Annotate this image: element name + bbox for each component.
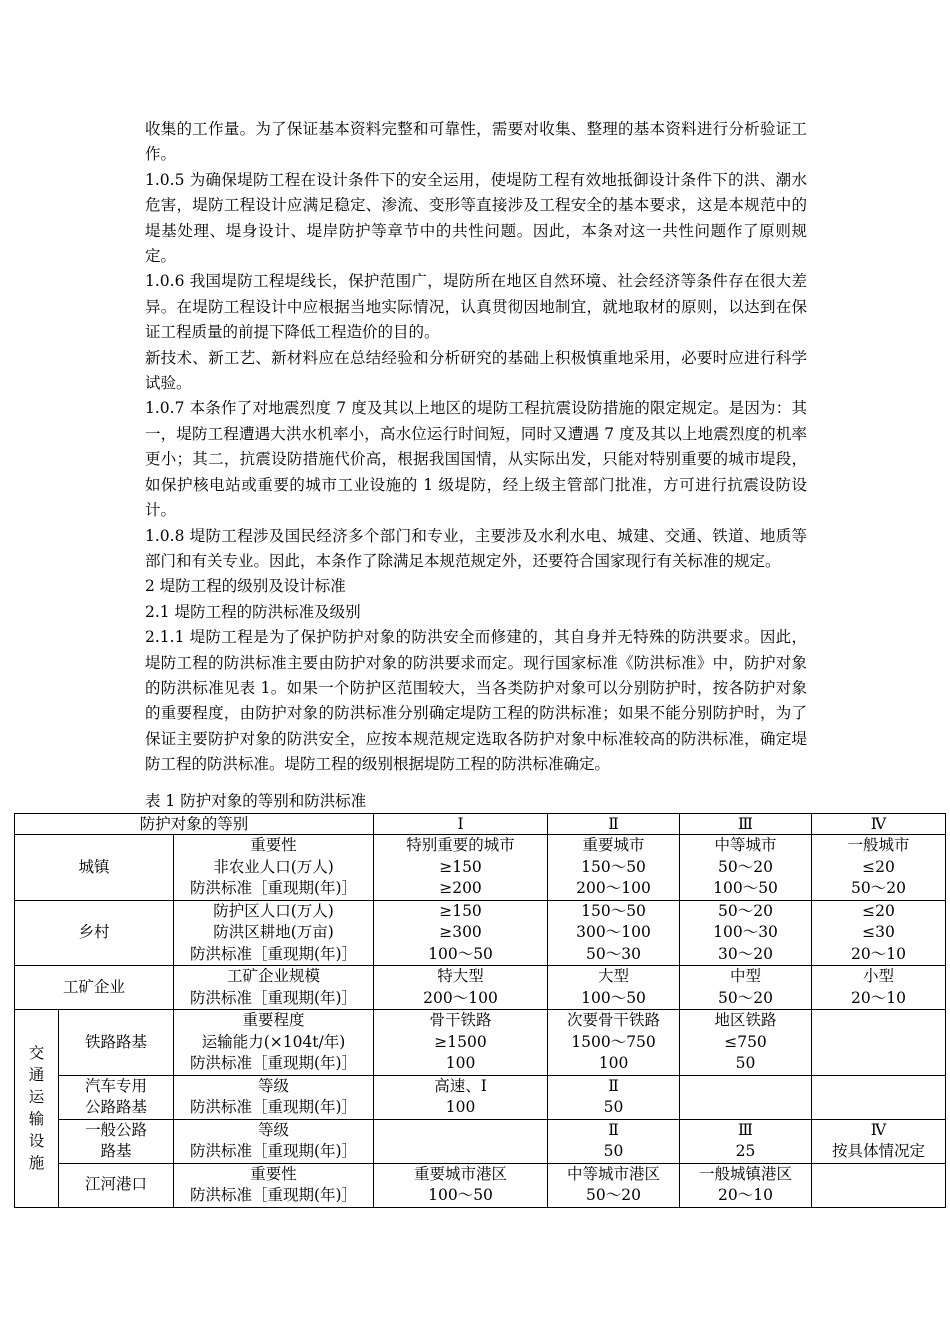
row-label-transport: 交 通 运 输 设 施	[15, 1010, 59, 1208]
table-header-row	[15, 814, 946, 835]
value-cell-empty	[812, 1163, 946, 1207]
grade-1: Ⅰ	[374, 814, 548, 835]
indicator-cell: 防护区人口(万人) 防洪区耕地(万亩) 防洪标准［重现期(年)］	[174, 900, 374, 966]
value-cell: 50～20 100～30 30～20	[680, 900, 812, 966]
row-label-port: 江河港口	[59, 1163, 174, 1207]
table-row-port	[15, 1163, 946, 1207]
value-cell: ≤20 ≤30 20～10	[812, 900, 946, 966]
value-cell: 大型 100～50	[548, 966, 680, 1010]
indicator-cell: 重要性 非农业人口(万人) 防洪标准［重现期(年)］	[174, 835, 374, 901]
value-cell: Ⅲ 25	[680, 1119, 812, 1163]
row-label-railway: 铁路路基	[59, 1010, 174, 1076]
value-cell-empty	[374, 1119, 548, 1163]
row-label-road: 一般公路 路基	[59, 1119, 174, 1163]
value-cell: 重要城市港区 100～50	[374, 1163, 548, 1207]
section-heading-2-1: 2.1 堤防工程的防洪标准及级别	[145, 602, 361, 621]
paragraph: 新技术、新工艺、新材料应在总结经验和分析研究的基础上积极慎重地采用，必要时应进行科学试验。	[145, 348, 807, 393]
table-row-city	[15, 835, 946, 901]
grade-3: Ⅲ	[680, 814, 812, 835]
value-cell: Ⅱ 50	[548, 1075, 680, 1119]
value-cell: 小型 20～10	[812, 966, 946, 1010]
value-cell: 中等城市 50～20 100～50	[680, 835, 812, 901]
value-cell: 地区铁路 ≤750 50	[680, 1010, 812, 1076]
row-label-city: 城镇	[15, 835, 174, 901]
value-cell: Ⅱ 50	[548, 1119, 680, 1163]
value-cell-empty	[680, 1075, 812, 1119]
indicator-cell: 重要程度 运输能力(×104t/年) 防洪标准［重现期(年)］	[174, 1010, 374, 1076]
indicator-cell: 等级 防洪标准［重现期(年)］	[174, 1119, 374, 1163]
value-cell: 150～50 300～100 50～30	[548, 900, 680, 966]
value-cell: 骨干铁路 ≥1500 100	[374, 1010, 548, 1076]
indicator-cell: 等级 防洪标准［重现期(年)］	[174, 1075, 374, 1119]
grade-4: Ⅳ	[812, 814, 946, 835]
value-cell-empty	[812, 1010, 946, 1076]
body-text	[145, 117, 807, 778]
value-cell: 中型 50～20	[680, 966, 812, 1010]
value-cell: 一般城镇港区 20～10	[680, 1163, 812, 1207]
value-cell: 特大型 200～100	[374, 966, 548, 1010]
paragraph-1-0-7: 1.0.7 本条作了对地震烈度 7 度及其以上地区的堤防工程抗震设防措施的限定规定。是因为：其一，堤防工程遭遇大洪水机率小，高水位运行时间短，同时又遭遇 7 度及其以上地震烈度的机率更小；其二，抗震设防措施代价高，根据我国国情，从实际出发，只能对特别重要的城市堤段，如保护核电站或重要的城市工业设施的 1 级堤防，经上级主管部门批准，方可进行抗震设防设计。	[145, 399, 807, 520]
table-row-railway	[15, 1010, 946, 1076]
paragraph-1-0-5: 1.0.5 为确保堤防工程在设计条件下的安全运用，使堤防工程有效地抵御设计条件下的洪、潮水危害，堤防工程设计应满足稳定、渗流、变形等直接涉及工程安全的基本要求，这是本规范中的堤基处理、堤身设计、堤岸防护等章节中的共性问题。因此，本条对这一共性问题作了原则规定。	[145, 170, 807, 266]
row-label-mining: 工矿企业	[15, 966, 174, 1010]
value-cell: 中等城市港区 50～20	[548, 1163, 680, 1207]
value-cell: 次要骨干铁路 1500～750 100	[548, 1010, 680, 1076]
value-cell: 一般城市 ≤20 50～20	[812, 835, 946, 901]
paragraph-1-0-8: 1.0.8 堤防工程涉及国民经济多个部门和专业，主要涉及水利水电、城建、交通、铁道、地质等部门和有关专业。因此，本条作了除满足本规范规定外，还要符合国家现行有关标准的规定。	[145, 526, 807, 570]
value-cell: 重要城市 150～50 200～100	[548, 835, 680, 901]
grade-2: Ⅱ	[548, 814, 680, 835]
table-row-road	[15, 1119, 946, 1163]
table-row-village	[15, 900, 946, 966]
indicator-cell: 工矿企业规模 防洪标准［重现期(年)］	[174, 966, 374, 1010]
value-cell-empty	[812, 1075, 946, 1119]
indicator-cell: 重要性 防洪标准［重现期(年)］	[174, 1163, 374, 1207]
value-cell: 特别重要的城市 ≥150 ≥200	[374, 835, 548, 901]
table-caption: 表 1 防护对象的等别和防洪标准	[145, 792, 367, 810]
flood-standard-table	[14, 813, 946, 1208]
value-cell: 高速、Ⅰ 100	[374, 1075, 548, 1119]
section-heading-2: 2 堤防工程的级别及设计标准	[145, 577, 346, 596]
paragraph: 收集的工作量。为了保证基本资料完整和可靠性，需要对收集、整理的基本资料进行分析验证工作。	[145, 120, 807, 164]
header-label: 防护对象的等别	[15, 814, 374, 835]
paragraph-1-0-6: 1.0.6 我国堤防工程堤线长，保护范围广，堤防所在地区自然环境、社会经济等条件存在很大差异。在堤防工程设计中应根据当地实际情况，认真贯彻因地制宜，就地取材的原则，以达到在保证工程质量的前提下降低工程造价的目的。	[145, 272, 807, 342]
value-cell: Ⅳ 按具体情况定	[812, 1119, 946, 1163]
row-label-village: 乡村	[15, 900, 174, 966]
table-row-highway	[15, 1075, 946, 1119]
paragraph-2-1-1: 2.1.1 堤防工程是为了保护防护对象的防洪安全而修建的，其自身并无特殊的防洪要求。因此，堤防工程的防洪标准主要由防护对象的防洪要求而定。现行国家标准《防洪标准》中，防护对象的防洪标准见表 1。如果一个防护区范围较大，当各类防护对象可以分别防护时，按各防护对象的重要程度，由防护对象的防洪标准分别确定堤防工程的防洪标准；如果不能分别防护时，为了保证主要防护对象的防洪安全，应按本规范规定选取各防护对象中标准较高的防洪标准，确定堤防工程的防洪标准。堤防工程的级别根据堤防工程的防洪标准确定。	[145, 628, 807, 774]
row-label-highway: 汽车专用 公路路基	[59, 1075, 174, 1119]
value-cell: ≥150 ≥300 100～50	[374, 900, 548, 966]
table-row-mining	[15, 966, 946, 1010]
